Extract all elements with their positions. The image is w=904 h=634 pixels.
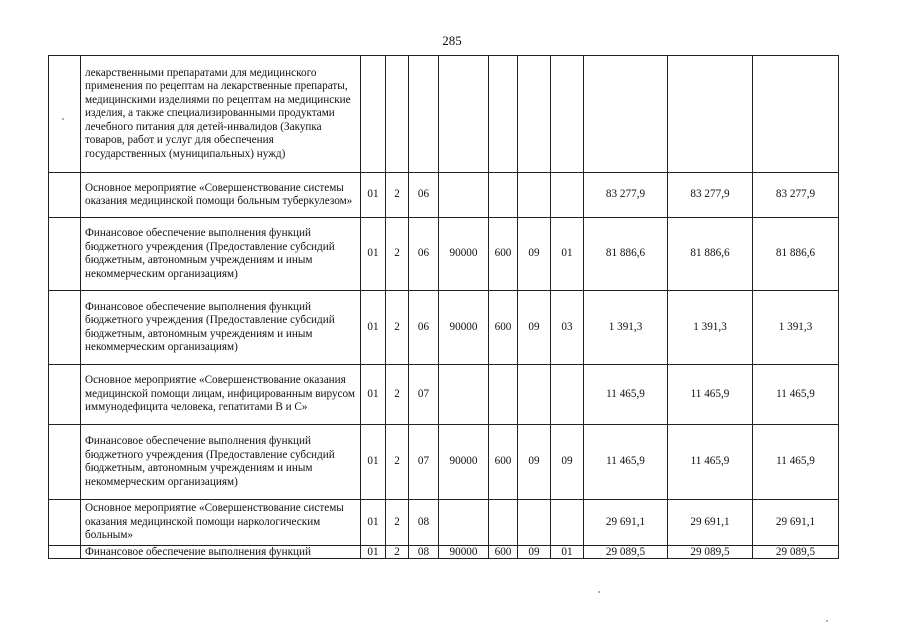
row-number-cell — [49, 365, 81, 425]
amount-cell-2 — [668, 56, 753, 173]
row-number-cell — [49, 291, 81, 365]
row-number-cell — [49, 173, 81, 218]
amount-cell-2: 29 089,5 — [668, 546, 753, 559]
code-cell-subsection — [551, 56, 584, 173]
code-cell-program — [361, 56, 386, 173]
amount-cell-3: 81 886,6 — [753, 218, 839, 291]
code-cell-expense-type: 600 — [489, 546, 518, 559]
amount-cell-1: 29 089,5 — [584, 546, 668, 559]
description-cell: Финансовое обеспечение выполнения функций бюджетного учреждения (Предоставление субсидий бюджетным, автономным учреждениям и иным некоммерческим организациям) — [81, 425, 361, 500]
code-cell-direction: 90000 — [439, 425, 489, 500]
amount-cell-3: 1 391,3 — [753, 291, 839, 365]
amount-cell-3: 11 465,9 — [753, 365, 839, 425]
budget-table — [48, 55, 839, 559]
code-cell-subsection — [551, 500, 584, 546]
code-cell-program: 01 — [361, 500, 386, 546]
description-cell: Финансовое обеспечение выполнения функций — [81, 546, 361, 559]
code-cell-subsection: 03 — [551, 291, 584, 365]
code-cell-section — [518, 173, 551, 218]
code-cell-event: 07 — [409, 425, 439, 500]
code-cell-program: 01 — [361, 546, 386, 559]
code-cell-expense-type — [489, 173, 518, 218]
page-number: 285 — [442, 33, 462, 48]
code-cell-subprogram: 2 — [386, 173, 409, 218]
code-cell-subprogram: 2 — [386, 425, 409, 500]
code-cell-expense-type — [489, 56, 518, 173]
code-cell-section — [518, 500, 551, 546]
code-cell-event: 06 — [409, 218, 439, 291]
code-cell-subprogram: 2 — [386, 218, 409, 291]
code-cell-section: 09 — [518, 218, 551, 291]
code-cell-subprogram: 2 — [386, 291, 409, 365]
amount-cell-2: 11 465,9 — [668, 365, 753, 425]
amount-cell-3: 29 089,5 — [753, 546, 839, 559]
code-cell-direction — [439, 56, 489, 173]
row-number-cell — [49, 500, 81, 546]
amount-cell-2: 11 465,9 — [668, 425, 753, 500]
amount-cell-1: 1 391,3 — [584, 291, 668, 365]
amount-cell-1 — [584, 56, 668, 173]
table-row — [49, 365, 839, 425]
code-cell-subprogram — [386, 56, 409, 173]
code-cell-expense-type: 600 — [489, 291, 518, 365]
amount-cell-1: 11 465,9 — [584, 425, 668, 500]
amount-cell-2: 83 277,9 — [668, 173, 753, 218]
row-number-cell — [49, 425, 81, 500]
code-cell-direction — [439, 365, 489, 425]
description-cell: лекарственными препаратами для медицинского применения по рецептам на лекарственные препараты, медицинскими изделиями по рецептам на медицинские изделия, а также специализированными продуктами лечебного питания для детей-инвалидов (Закупка товаров, работ и услуг для обеспечения государственных (муниципальных) нужд) — [81, 56, 361, 173]
code-cell-program: 01 — [361, 291, 386, 365]
description-cell: Основное мероприятие «Совершенствование системы оказания медицинской помощи наркологическим больным» — [81, 500, 361, 546]
table-row — [49, 56, 839, 173]
amount-cell-1: 29 691,1 — [584, 500, 668, 546]
table-row — [49, 546, 839, 559]
amount-cell-2: 81 886,6 — [668, 218, 753, 291]
table-row — [49, 425, 839, 500]
code-cell-event: 06 — [409, 291, 439, 365]
code-cell-section: 09 — [518, 425, 551, 500]
amount-cell-1: 81 886,6 — [584, 218, 668, 291]
table-row — [49, 173, 839, 218]
code-cell-event: 08 — [409, 500, 439, 546]
code-cell-section — [518, 365, 551, 425]
amount-cell-2: 29 691,1 — [668, 500, 753, 546]
amount-cell-3 — [753, 56, 839, 173]
description-cell: Основное мероприятие «Совершенствование оказания медицинской помощи лицам, инфицированным вирусом иммунодефицита человека, гепатитами В и С» — [81, 365, 361, 425]
amount-cell-3: 11 465,9 — [753, 425, 839, 500]
amount-cell-2: 1 391,3 — [668, 291, 753, 365]
table-row — [49, 291, 839, 365]
row-number-cell — [49, 218, 81, 291]
code-cell-section — [518, 56, 551, 173]
code-cell-subsection — [551, 365, 584, 425]
code-cell-direction — [439, 500, 489, 546]
code-cell-event: 08 — [409, 546, 439, 559]
code-cell-section: 09 — [518, 546, 551, 559]
code-cell-event: 07 — [409, 365, 439, 425]
code-cell-event: 06 — [409, 173, 439, 218]
amount-cell-1: 83 277,9 — [584, 173, 668, 218]
code-cell-expense-type: 600 — [489, 425, 518, 500]
code-cell-program: 01 — [361, 365, 386, 425]
code-cell-event — [409, 56, 439, 173]
amount-cell-3: 83 277,9 — [753, 173, 839, 218]
code-cell-subsection: 01 — [551, 546, 584, 559]
scan-speck — [598, 591, 600, 593]
code-cell-direction: 90000 — [439, 546, 489, 559]
code-cell-expense-type — [489, 500, 518, 546]
code-cell-program: 01 — [361, 218, 386, 291]
description-cell: Основное мероприятие «Совершенствование системы оказания медицинской помощи больным туберкулезом» — [81, 173, 361, 218]
description-cell: Финансовое обеспечение выполнения функций бюджетного учреждения (Предоставление субсидий бюджетным, автономным учреждениям и иным некоммерческим организациям) — [81, 218, 361, 291]
description-cell: Финансовое обеспечение выполнения функций бюджетного учреждения (Предоставление субсидий бюджетным, автономным учреждениям и иным некоммерческим организациям) — [81, 291, 361, 365]
row-number-cell — [49, 56, 81, 173]
code-cell-subsection: 09 — [551, 425, 584, 500]
table-row — [49, 500, 839, 546]
amount-cell-3: 29 691,1 — [753, 500, 839, 546]
amount-cell-1: 11 465,9 — [584, 365, 668, 425]
code-cell-subsection: 01 — [551, 218, 584, 291]
code-cell-direction — [439, 173, 489, 218]
code-cell-program: 01 — [361, 425, 386, 500]
scan-speck — [62, 118, 64, 120]
table-row — [49, 218, 839, 291]
row-number-cell — [49, 546, 81, 559]
code-cell-subprogram: 2 — [386, 365, 409, 425]
code-cell-subprogram: 2 — [386, 500, 409, 546]
code-cell-direction: 90000 — [439, 291, 489, 365]
code-cell-expense-type — [489, 365, 518, 425]
code-cell-program: 01 — [361, 173, 386, 218]
table-body — [49, 56, 839, 559]
code-cell-subsection — [551, 173, 584, 218]
scan-speck — [826, 620, 828, 622]
code-cell-expense-type: 600 — [489, 218, 518, 291]
code-cell-section: 09 — [518, 291, 551, 365]
code-cell-direction: 90000 — [439, 218, 489, 291]
code-cell-subprogram: 2 — [386, 546, 409, 559]
